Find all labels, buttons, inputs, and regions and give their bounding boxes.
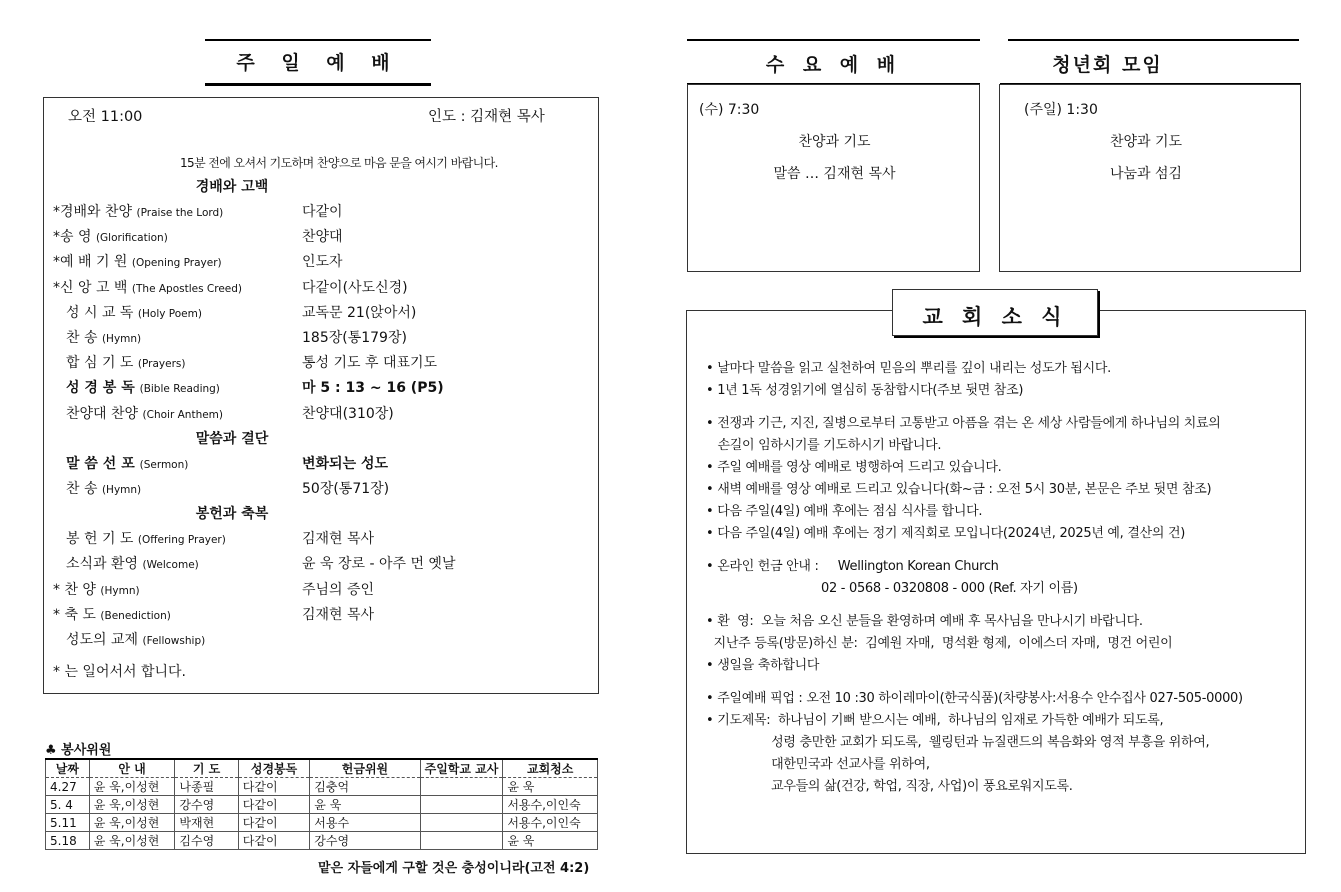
service-item-label bbox=[66, 302, 202, 322]
news-item: 손길이 임하시기를 기도하시기 바랍니다. bbox=[706, 438, 942, 453]
section-title: 봉헌과 축복 bbox=[195, 506, 269, 523]
duty-cell bbox=[420, 832, 503, 850]
service-item-label bbox=[66, 629, 205, 649]
service-item-name: 찬 송 bbox=[66, 330, 98, 346]
news-item: • 날마다 말씀을 읽고 실천하여 믿음의 뿌리를 깊이 내리는 성도가 됩시다. bbox=[706, 361, 1112, 376]
service-item-name: 성도의 교제 bbox=[66, 632, 139, 648]
bible-verse: 맡은 자들에게 구할 것은 충성이니라(고전 4:2) bbox=[318, 861, 590, 876]
duty-header-cell: 헌금위원 bbox=[310, 759, 420, 778]
youth-box bbox=[999, 84, 1301, 272]
sunday-title-rule-top bbox=[205, 39, 431, 41]
service-item-value: 마 5 : 13 ~ 16 (P5) bbox=[302, 380, 444, 397]
service-item-english: (Bible Reading) bbox=[139, 383, 220, 396]
service-item-label bbox=[66, 453, 188, 473]
service-item-english: (Benediction) bbox=[100, 609, 171, 622]
news-item: • 생일을 축하합니다 bbox=[706, 658, 820, 673]
service-item-value: 50장(통71장) bbox=[302, 481, 390, 497]
sunday-intro: 15분 전에 오셔서 기도하며 찬양으로 마음 문을 여시기 바랍니다. bbox=[180, 156, 498, 170]
wednesday-title: 수 요 예 배 bbox=[765, 54, 902, 76]
duty-cell: 5.18 bbox=[46, 832, 90, 850]
service-item-name: *경배와 찬양 bbox=[53, 204, 133, 220]
news-item: 성령 충만한 교회가 되도록, 웰링턴과 뉴질랜드의 복음화와 영적 부흥을 위하여, bbox=[706, 735, 1210, 750]
standing-footnote: * 는 일어서서 합니다. bbox=[53, 664, 186, 680]
sunday-title: 주 일 예 배 bbox=[236, 52, 400, 74]
service-item-name: 찬양대 찬양 bbox=[66, 405, 139, 422]
service-item-name: * 축 도 bbox=[53, 606, 96, 623]
duty-cell: 서용수,이인숙 bbox=[503, 814, 598, 832]
duty-cell bbox=[420, 796, 503, 814]
news-item: 02 - 0568 - 0320808 - 000 (Ref. 자기 이름) bbox=[706, 581, 1078, 596]
service-item-value: 김재현 목사 bbox=[302, 531, 375, 548]
service-item-label bbox=[66, 478, 141, 498]
service-item-name: *신 앙 고 백 bbox=[53, 279, 128, 296]
service-item-value: 185장(통179장) bbox=[302, 330, 407, 346]
service-item-label bbox=[66, 327, 141, 347]
duty-cell: 강수영 bbox=[310, 832, 420, 850]
service-item-name: 찬 송 bbox=[66, 481, 98, 497]
table-row bbox=[46, 796, 598, 814]
duty-header-cell: 교회청소 bbox=[503, 759, 598, 778]
service-item-english: (The Apostles Creed) bbox=[131, 282, 243, 295]
duty-cell: 윤 욱 bbox=[503, 778, 598, 796]
duty-cell: 박재현 bbox=[175, 814, 238, 832]
duty-header-cell: 날짜 bbox=[46, 759, 90, 778]
service-item-name: * 찬 양 bbox=[53, 581, 96, 598]
news-title-box bbox=[892, 289, 1098, 336]
news-item: • 다음 주일(4일) 예배 후에는 정기 제직회로 모입니다(2024년, 2025년 예, 결산의 건) bbox=[706, 526, 1185, 541]
service-item-english: (Opening Prayer) bbox=[131, 257, 222, 270]
duty-cell: 다같이 bbox=[238, 814, 310, 832]
service-item-value: 주님의 증인 bbox=[302, 581, 375, 598]
service-item-label bbox=[53, 579, 140, 599]
duty-cell: 4.27 bbox=[46, 778, 90, 796]
service-item-name: 봉 헌 기 도 bbox=[66, 531, 134, 548]
service-item-value: 다같이(사도신경) bbox=[302, 279, 408, 296]
section-title: 경배와 고백 bbox=[195, 179, 269, 195]
youth-line-1: 찬양과 기도 bbox=[1109, 134, 1183, 150]
service-item-label bbox=[66, 528, 226, 548]
duty-cell: 나종필 bbox=[175, 778, 238, 796]
news-title: 교 회 소 식 bbox=[922, 305, 1068, 329]
service-item-value: 찬양대 bbox=[302, 229, 343, 246]
wednesday-line-2: 말씀 … 김재현 목사 bbox=[773, 166, 896, 182]
service-item-value: 다같이 bbox=[302, 204, 343, 220]
service-item-label bbox=[66, 352, 185, 372]
service-item-english: (Holy Poem) bbox=[137, 307, 202, 320]
wednesday-time: (수) 7:30 bbox=[699, 102, 760, 118]
news-item: 지난주 등록(방문)하신 분: 김예원 자매, 명석환 형제, 이에스더 자매, 명건 어린이 bbox=[706, 636, 1173, 651]
service-item-english: (Praise the Lord) bbox=[136, 207, 224, 219]
youth-line-2: 나눔과 섬김 bbox=[1109, 166, 1183, 182]
sunday-title-rule-bottom bbox=[205, 83, 431, 86]
wednesday-line-1: 찬양과 기도 bbox=[798, 134, 871, 150]
duty-header-cell: 성경봉독 bbox=[238, 759, 310, 778]
duty-cell: 윤 욱,이성현 bbox=[89, 796, 175, 814]
service-item-value: 교독문 21(앉아서) bbox=[302, 304, 417, 321]
service-item-english: (Offering Prayer) bbox=[137, 534, 226, 547]
service-item-label bbox=[53, 604, 171, 624]
service-item-name: 소식과 환영 bbox=[66, 556, 139, 573]
service-item-value: 찬양대(310장) bbox=[302, 405, 394, 422]
service-item-value: 윤 욱 장로 - 아주 먼 옛날 bbox=[302, 556, 456, 573]
service-item-name: 성 시 교 독 bbox=[66, 304, 134, 321]
news-item: 교우들의 삶(건강, 학업, 직장, 사업)이 풍요로워지도록. bbox=[706, 779, 1073, 794]
duty-cell: 다같이 bbox=[238, 832, 310, 850]
wednesday-title-rule-top bbox=[687, 39, 980, 41]
service-item-english: (Prayers) bbox=[137, 358, 186, 371]
service-item-name: *송 영 bbox=[53, 229, 92, 246]
duty-cell: 윤 욱,이성현 bbox=[89, 778, 175, 796]
table-row bbox=[46, 814, 598, 832]
duty-header-cell: 안 내 bbox=[89, 759, 175, 778]
service-item-name: *예 배 기 원 bbox=[53, 254, 128, 271]
duty-cell: 다같이 bbox=[238, 796, 310, 814]
service-item-value: 통성 기도 후 대표기도 bbox=[302, 355, 438, 372]
news-item: 대한민국과 선교사를 위하여, bbox=[706, 757, 930, 772]
service-item-value: 변화되는 성도 bbox=[302, 455, 389, 472]
duty-cell: 윤 욱 bbox=[503, 832, 598, 850]
service-item-english: (Hymn) bbox=[101, 484, 142, 496]
service-item-label bbox=[53, 201, 223, 221]
duty-cell: 서용수,이인숙 bbox=[503, 796, 598, 814]
duty-header-row bbox=[46, 759, 598, 778]
service-item-english: (Hymn) bbox=[101, 333, 142, 345]
duty-cell: 김충억 bbox=[310, 778, 420, 796]
duty-cell: 다같이 bbox=[238, 778, 310, 796]
service-item-label bbox=[66, 403, 223, 423]
table-row bbox=[46, 778, 598, 796]
service-item-value: 김재현 목사 bbox=[302, 606, 375, 623]
sunday-service-box bbox=[43, 97, 599, 694]
duty-cell: 5.11 bbox=[46, 814, 90, 832]
news-item: • 주일 예배를 영상 예배로 병행하여 드리고 있습니다. bbox=[706, 460, 1002, 475]
table-row bbox=[46, 832, 598, 850]
service-item-label bbox=[53, 277, 242, 297]
youth-title-rule-top bbox=[1008, 39, 1299, 41]
news-item: • 주일예배 픽업 : 오전 10 :30 하이레마이(한국식품)(차량봉사:서용수 안수집사 027-505-0000) bbox=[706, 691, 1243, 706]
section-title: 말씀과 결단 bbox=[195, 430, 269, 447]
duty-cell: 서용수 bbox=[310, 814, 420, 832]
news-item: • 기도제목: 하나님이 기뻐 받으시는 예배, 하나님의 임재로 가득한 예배가 되도록, bbox=[706, 713, 1164, 728]
duty-cell: 5. 4 bbox=[46, 796, 90, 814]
service-item-name: 성 경 봉 독 bbox=[66, 380, 135, 397]
duty-header-cell: 주일학교 교사 bbox=[420, 759, 503, 778]
service-item-english: (Hymn) bbox=[100, 584, 140, 597]
wednesday-box bbox=[687, 84, 980, 272]
duty-cell bbox=[420, 814, 503, 832]
youth-time: (주일) 1:30 bbox=[1024, 102, 1098, 118]
duty-cell: 윤 욱,이성현 bbox=[89, 814, 175, 832]
duty-cell: 윤 욱 bbox=[310, 796, 420, 814]
duty-table bbox=[45, 758, 598, 850]
news-item: • 다음 주일(4일) 예배 후에는 점심 식사를 합니다. bbox=[706, 504, 983, 519]
service-item-label bbox=[53, 251, 222, 271]
news-item: • 새벽 예배를 영상 예배로 드리고 있습니다(화~금 : 오전 5시 30분, 본문은 주보 뒷면 참조) bbox=[706, 482, 1212, 497]
news-item: • 전쟁과 기근, 지진, 질병으로부터 고통받고 아픔을 겪는 온 세상 사람들에게 하나님의 치료의 bbox=[706, 416, 1221, 431]
service-item-english: (Fellowship) bbox=[142, 635, 206, 647]
service-item-label bbox=[66, 553, 199, 573]
service-item-english: (Welcome) bbox=[142, 559, 199, 572]
service-item-value: 인도자 bbox=[302, 254, 343, 271]
duty-cell: 김수영 bbox=[175, 832, 238, 850]
service-item-english: (Choir Anthem) bbox=[142, 408, 224, 421]
service-item-english: (Sermon) bbox=[139, 458, 189, 471]
news-item: • 1년 1독 성경읽기에 열심히 동참합시다(주보 뒷면 참조) bbox=[706, 383, 1024, 398]
duty-cell bbox=[420, 778, 503, 796]
youth-title: 청년회 모임 bbox=[1052, 54, 1163, 76]
duty-header-cell: 기 도 bbox=[175, 759, 238, 778]
service-item-name: 말 씀 선 포 bbox=[66, 455, 135, 472]
service-item-label bbox=[53, 226, 168, 246]
news-item: • 환 영: 오늘 처음 오신 분들을 환영하며 예배 후 목사님을 만나시기 바랍니다. bbox=[706, 614, 1143, 629]
duty-title: ♣ 봉사위원 bbox=[45, 743, 112, 758]
service-item-english: (Glorification) bbox=[95, 232, 168, 245]
service-item-label bbox=[66, 377, 220, 397]
news-item: • 온라인 헌금 안내 : Wellington Korean Church bbox=[706, 559, 999, 574]
sunday-leader: 인도 : 김재현 목사 bbox=[428, 109, 545, 125]
duty-cell: 윤 욱,이성현 bbox=[89, 832, 175, 850]
duty-cell: 강수영 bbox=[175, 796, 238, 814]
sunday-time: 오전 11:00 bbox=[68, 109, 143, 125]
service-item-name: 합 심 기 도 bbox=[66, 355, 134, 372]
